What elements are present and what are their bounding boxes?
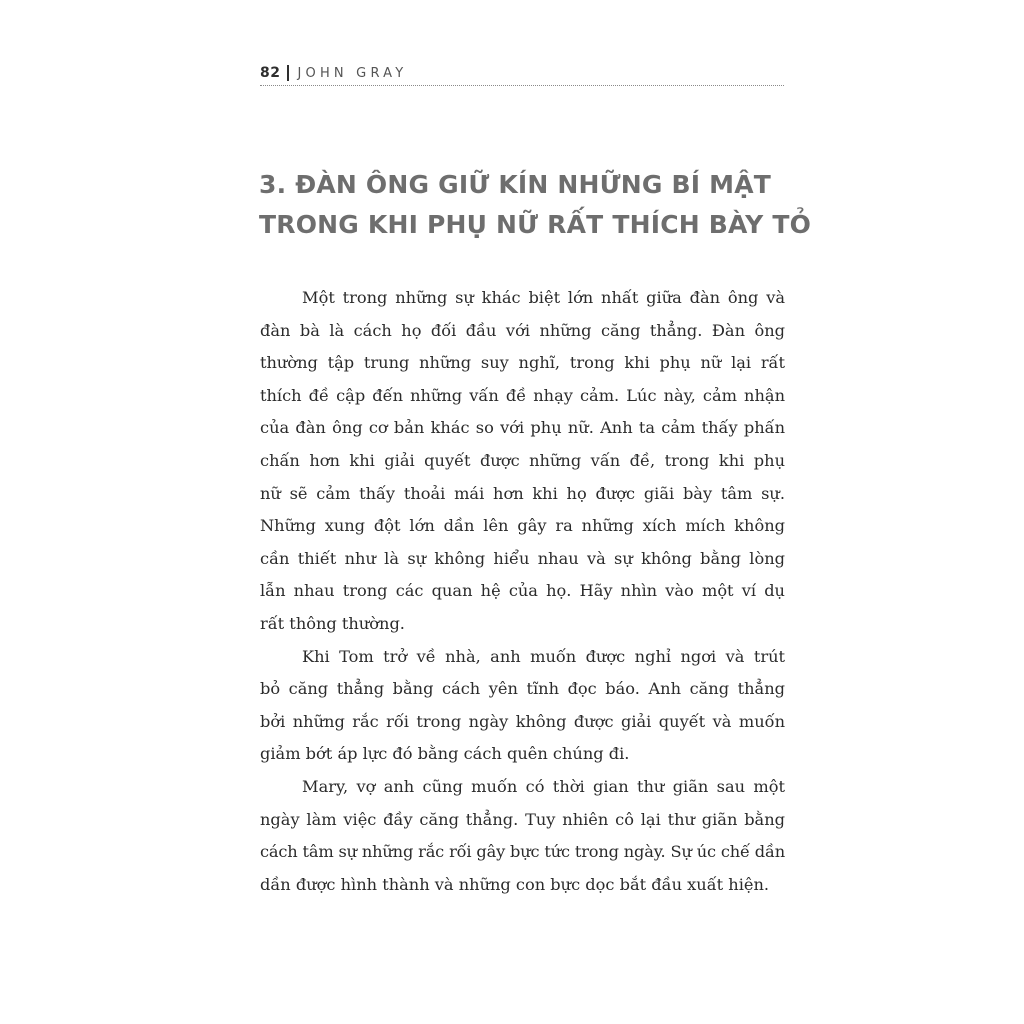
text-line: Khi Tom trở về nhà, anh muốn được nghỉ ngơi và trút xyxy=(302,646,785,666)
paragraph-1 xyxy=(260,282,785,641)
text-line: cách tâm sự những rắc rối gây bực tức trong ngày. Sự úc chế dần xyxy=(260,842,785,862)
text-line: Những xung đột lớn dần lên gây ra những xích mích không xyxy=(260,516,785,536)
text-line: thích đề cập đến những vấn đề nhạy cảm. Lúc này, cảm nhận xyxy=(260,385,785,405)
text-line: nữ sẽ cảm thấy thoải mái hơn khi họ được giãi bày tâm sự. xyxy=(260,483,785,503)
text-line: đàn bà là cách họ đối đầu với những căng thẳng. Đàn ông xyxy=(260,320,785,340)
text-line: cần thiết như là sự không hiểu nhau và sự không bằng lòng xyxy=(260,548,785,568)
text-line: dần được hình thành và những con bực dọc bắt đầu xuất hiện. xyxy=(260,874,770,894)
running-title-author: JOHN GRAY xyxy=(297,65,408,81)
header-dotted-rule xyxy=(260,85,784,86)
page-header xyxy=(260,60,784,86)
text-line: giảm bớt áp lực đó bằng cách quên chúng đi. xyxy=(260,744,630,764)
header-separator xyxy=(287,65,289,81)
body-text xyxy=(260,282,785,901)
text-line: Một trong những sự khác biệt lớn nhất giữa đàn ông và xyxy=(302,288,785,307)
text-line: bỏ căng thẳng bằng cách yên tĩnh đọc báo. Anh căng thẳng xyxy=(260,679,785,699)
text-line: Mary, vợ anh cũng muốn có thời gian thư giãn sau một xyxy=(302,776,785,796)
text-line: ngày làm việc đầy căng thẳng. Tuy nhiên cô lại thư giãn bằng xyxy=(260,809,785,829)
text-line: lẫn nhau trong các quan hệ của họ. Hãy nhìn vào một ví dụ xyxy=(260,581,785,601)
chapter-heading-line: TRONG KHI PHỤ NỮ RẤT THÍCH BÀY TỎ xyxy=(259,210,812,239)
paragraph-2 xyxy=(260,641,785,771)
text-line: chấn hơn khi giải quyết được những vấn đề, trong khi phụ xyxy=(260,450,785,470)
page-number: 82 xyxy=(260,65,281,81)
text-line: rất thông thường. xyxy=(260,613,405,633)
text-line: của đàn ông cơ bản khác so với phụ nữ. Anh ta cảm thấy phấn xyxy=(260,418,785,438)
text-line: thường tập trung những suy nghĩ, trong khi phụ nữ lại rất xyxy=(260,353,785,373)
chapter-heading-line: 3. ĐÀN ÔNG GIỮ KÍN NHỮNG BÍ MẬT xyxy=(259,170,772,199)
paragraph-3 xyxy=(260,771,785,901)
chapter-heading xyxy=(259,165,819,245)
text-line: bởi những rắc rối trong ngày không được giải quyết và muốn xyxy=(260,711,785,731)
